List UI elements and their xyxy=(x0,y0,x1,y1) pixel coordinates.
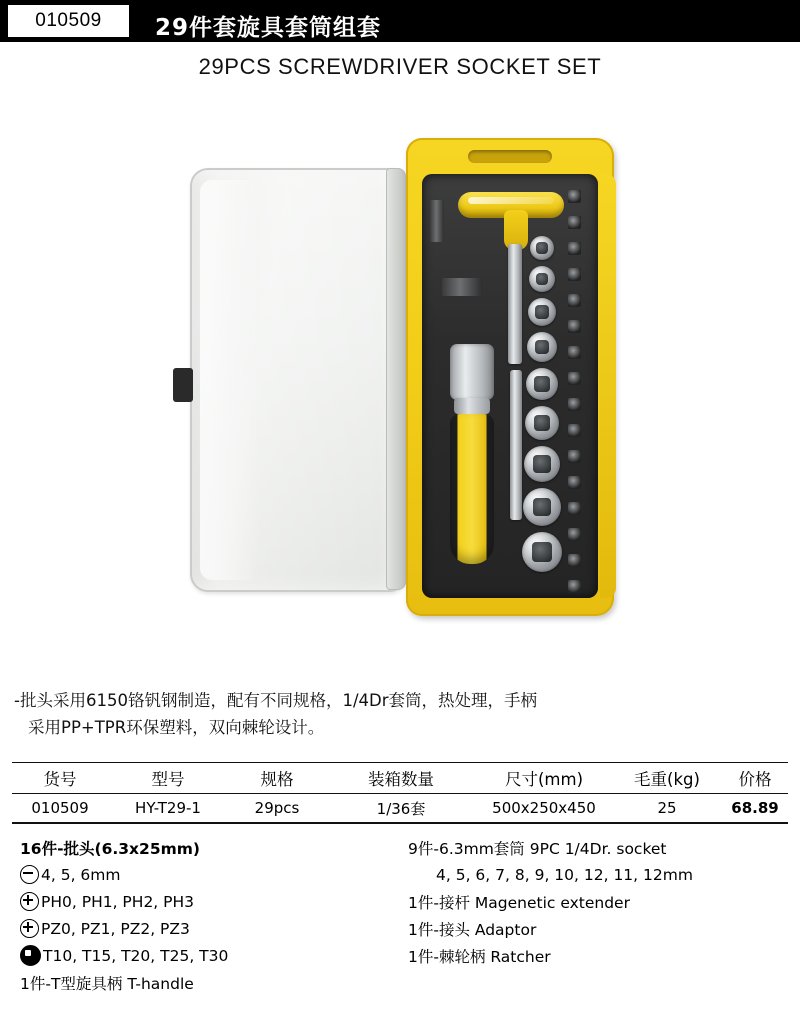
socket xyxy=(529,266,555,292)
col-header-gross-weight: 毛重(kg) xyxy=(634,770,700,789)
socket xyxy=(525,406,559,440)
bit-slot xyxy=(568,528,581,541)
col-header-model: 型号 xyxy=(151,770,185,789)
case-lid-edge xyxy=(386,168,406,590)
bit-slot xyxy=(568,554,581,567)
list-item xyxy=(408,915,788,942)
extension-bar xyxy=(510,370,522,520)
tray-foam xyxy=(422,174,598,598)
socket xyxy=(527,332,557,362)
bit-slot xyxy=(568,450,581,463)
contents-left-5: 1件-T型旋具柄 T-handle xyxy=(20,974,194,993)
socket xyxy=(526,368,558,400)
bit-slot xyxy=(568,242,581,255)
list-item xyxy=(408,942,788,969)
adaptor xyxy=(442,278,482,296)
cell-packing-qty: 1/36套 xyxy=(376,799,426,818)
product-description xyxy=(14,688,784,741)
contents-right-column xyxy=(408,834,788,969)
contents-left-column xyxy=(20,834,400,996)
bit-slot xyxy=(568,268,581,281)
contents-section xyxy=(12,822,788,993)
contents-left-4: T10, T15, T20, T25, T30 xyxy=(43,946,229,965)
socket xyxy=(524,446,560,482)
cell-article-no: 010509 xyxy=(31,799,89,817)
cell-size: 500x250x450 xyxy=(492,799,596,817)
contents-left-0: 16件-批头(6.3x25mm) xyxy=(20,839,200,858)
socket xyxy=(528,298,556,326)
cell-spec: 29pcs xyxy=(254,799,300,817)
list-item xyxy=(408,834,788,861)
bit-slot xyxy=(568,190,581,203)
bit-slot xyxy=(568,476,581,489)
bit-strip xyxy=(430,200,444,242)
cell-model: HY-T29-1 xyxy=(135,799,201,817)
case-latch xyxy=(173,368,193,402)
contents-right-2: 1件-接杆 Magenetic extender xyxy=(408,893,630,912)
contents-right-4: 1件-棘轮柄 Ratcher xyxy=(408,947,551,966)
bit-slot xyxy=(568,216,581,229)
ratchet-screwdriver xyxy=(442,344,502,574)
col-header-spec: 规格 xyxy=(260,770,294,789)
col-header-price: 价格 xyxy=(738,770,772,789)
contents-left-3: PZ0, PZ1, PZ2, PZ3 xyxy=(41,919,190,938)
bit-slot xyxy=(568,424,581,437)
list-item xyxy=(408,861,788,888)
product-photo xyxy=(150,120,650,665)
magnetic-extender xyxy=(508,244,522,364)
bit-slot xyxy=(568,294,581,307)
socket xyxy=(522,532,562,572)
col-header-article-no: 货号 xyxy=(43,770,77,789)
cell-price: 68.89 xyxy=(731,799,779,817)
bit-slot xyxy=(568,502,581,515)
spec-table-row xyxy=(12,793,788,822)
product-code: 010509 xyxy=(35,10,102,31)
case-tray xyxy=(406,138,614,616)
case-handle xyxy=(468,150,552,163)
cell-gross-weight: 25 xyxy=(657,799,677,817)
list-item xyxy=(20,915,400,942)
col-header-size: 尺寸(mm) xyxy=(504,770,584,789)
t-handle-screwdriver xyxy=(458,188,564,232)
description-line-2: 采用PP+TPR环保塑料，双向棘轮设计。 xyxy=(28,717,325,737)
list-item xyxy=(408,888,788,915)
socket xyxy=(530,236,554,260)
tray-edge xyxy=(600,174,616,598)
phillips-bit-icon xyxy=(20,892,39,911)
list-item xyxy=(20,834,400,861)
bit-slot xyxy=(568,580,581,593)
torx-bit-icon xyxy=(20,945,41,966)
page-title-en: 29PCS SCREWDRIVER SOCKET SET xyxy=(198,54,602,79)
spec-table xyxy=(12,762,788,823)
page-title-cn: 29件套旋具套筒组套 xyxy=(155,15,382,41)
col-header-packing-qty: 装箱数量 xyxy=(368,770,434,789)
list-item xyxy=(20,861,400,888)
bit-slot xyxy=(568,346,581,359)
list-item xyxy=(20,942,400,969)
contents-right-0: 9件-6.3mm套筒 9PC 1/4Dr. socket xyxy=(408,839,667,858)
case-lid xyxy=(190,168,404,592)
contents-right-1: 4, 5, 6, 7, 8, 9, 10, 12, 11, 12mm xyxy=(436,865,693,884)
bit-slot xyxy=(568,398,581,411)
bit-slot xyxy=(568,320,581,333)
socket xyxy=(523,488,561,526)
bit-slot xyxy=(568,372,581,385)
product-code-box xyxy=(8,5,129,37)
pozidriv-bit-icon xyxy=(20,919,39,938)
contents-left-2: PH0, PH1, PH2, PH3 xyxy=(41,892,195,911)
contents-right-3: 1件-接头 Adaptor xyxy=(408,920,537,939)
list-item xyxy=(20,969,400,996)
list-item xyxy=(20,888,400,915)
description-line-1: -批头采用6150铬钒钢制造，配有不同规格，1/4Dr套筒，热处理，手柄 xyxy=(14,691,537,710)
spec-table-header-row xyxy=(12,763,788,793)
slotted-bit-icon xyxy=(20,865,39,884)
contents-left-1: 4, 5, 6mm xyxy=(41,865,121,884)
header-bar xyxy=(0,0,800,42)
